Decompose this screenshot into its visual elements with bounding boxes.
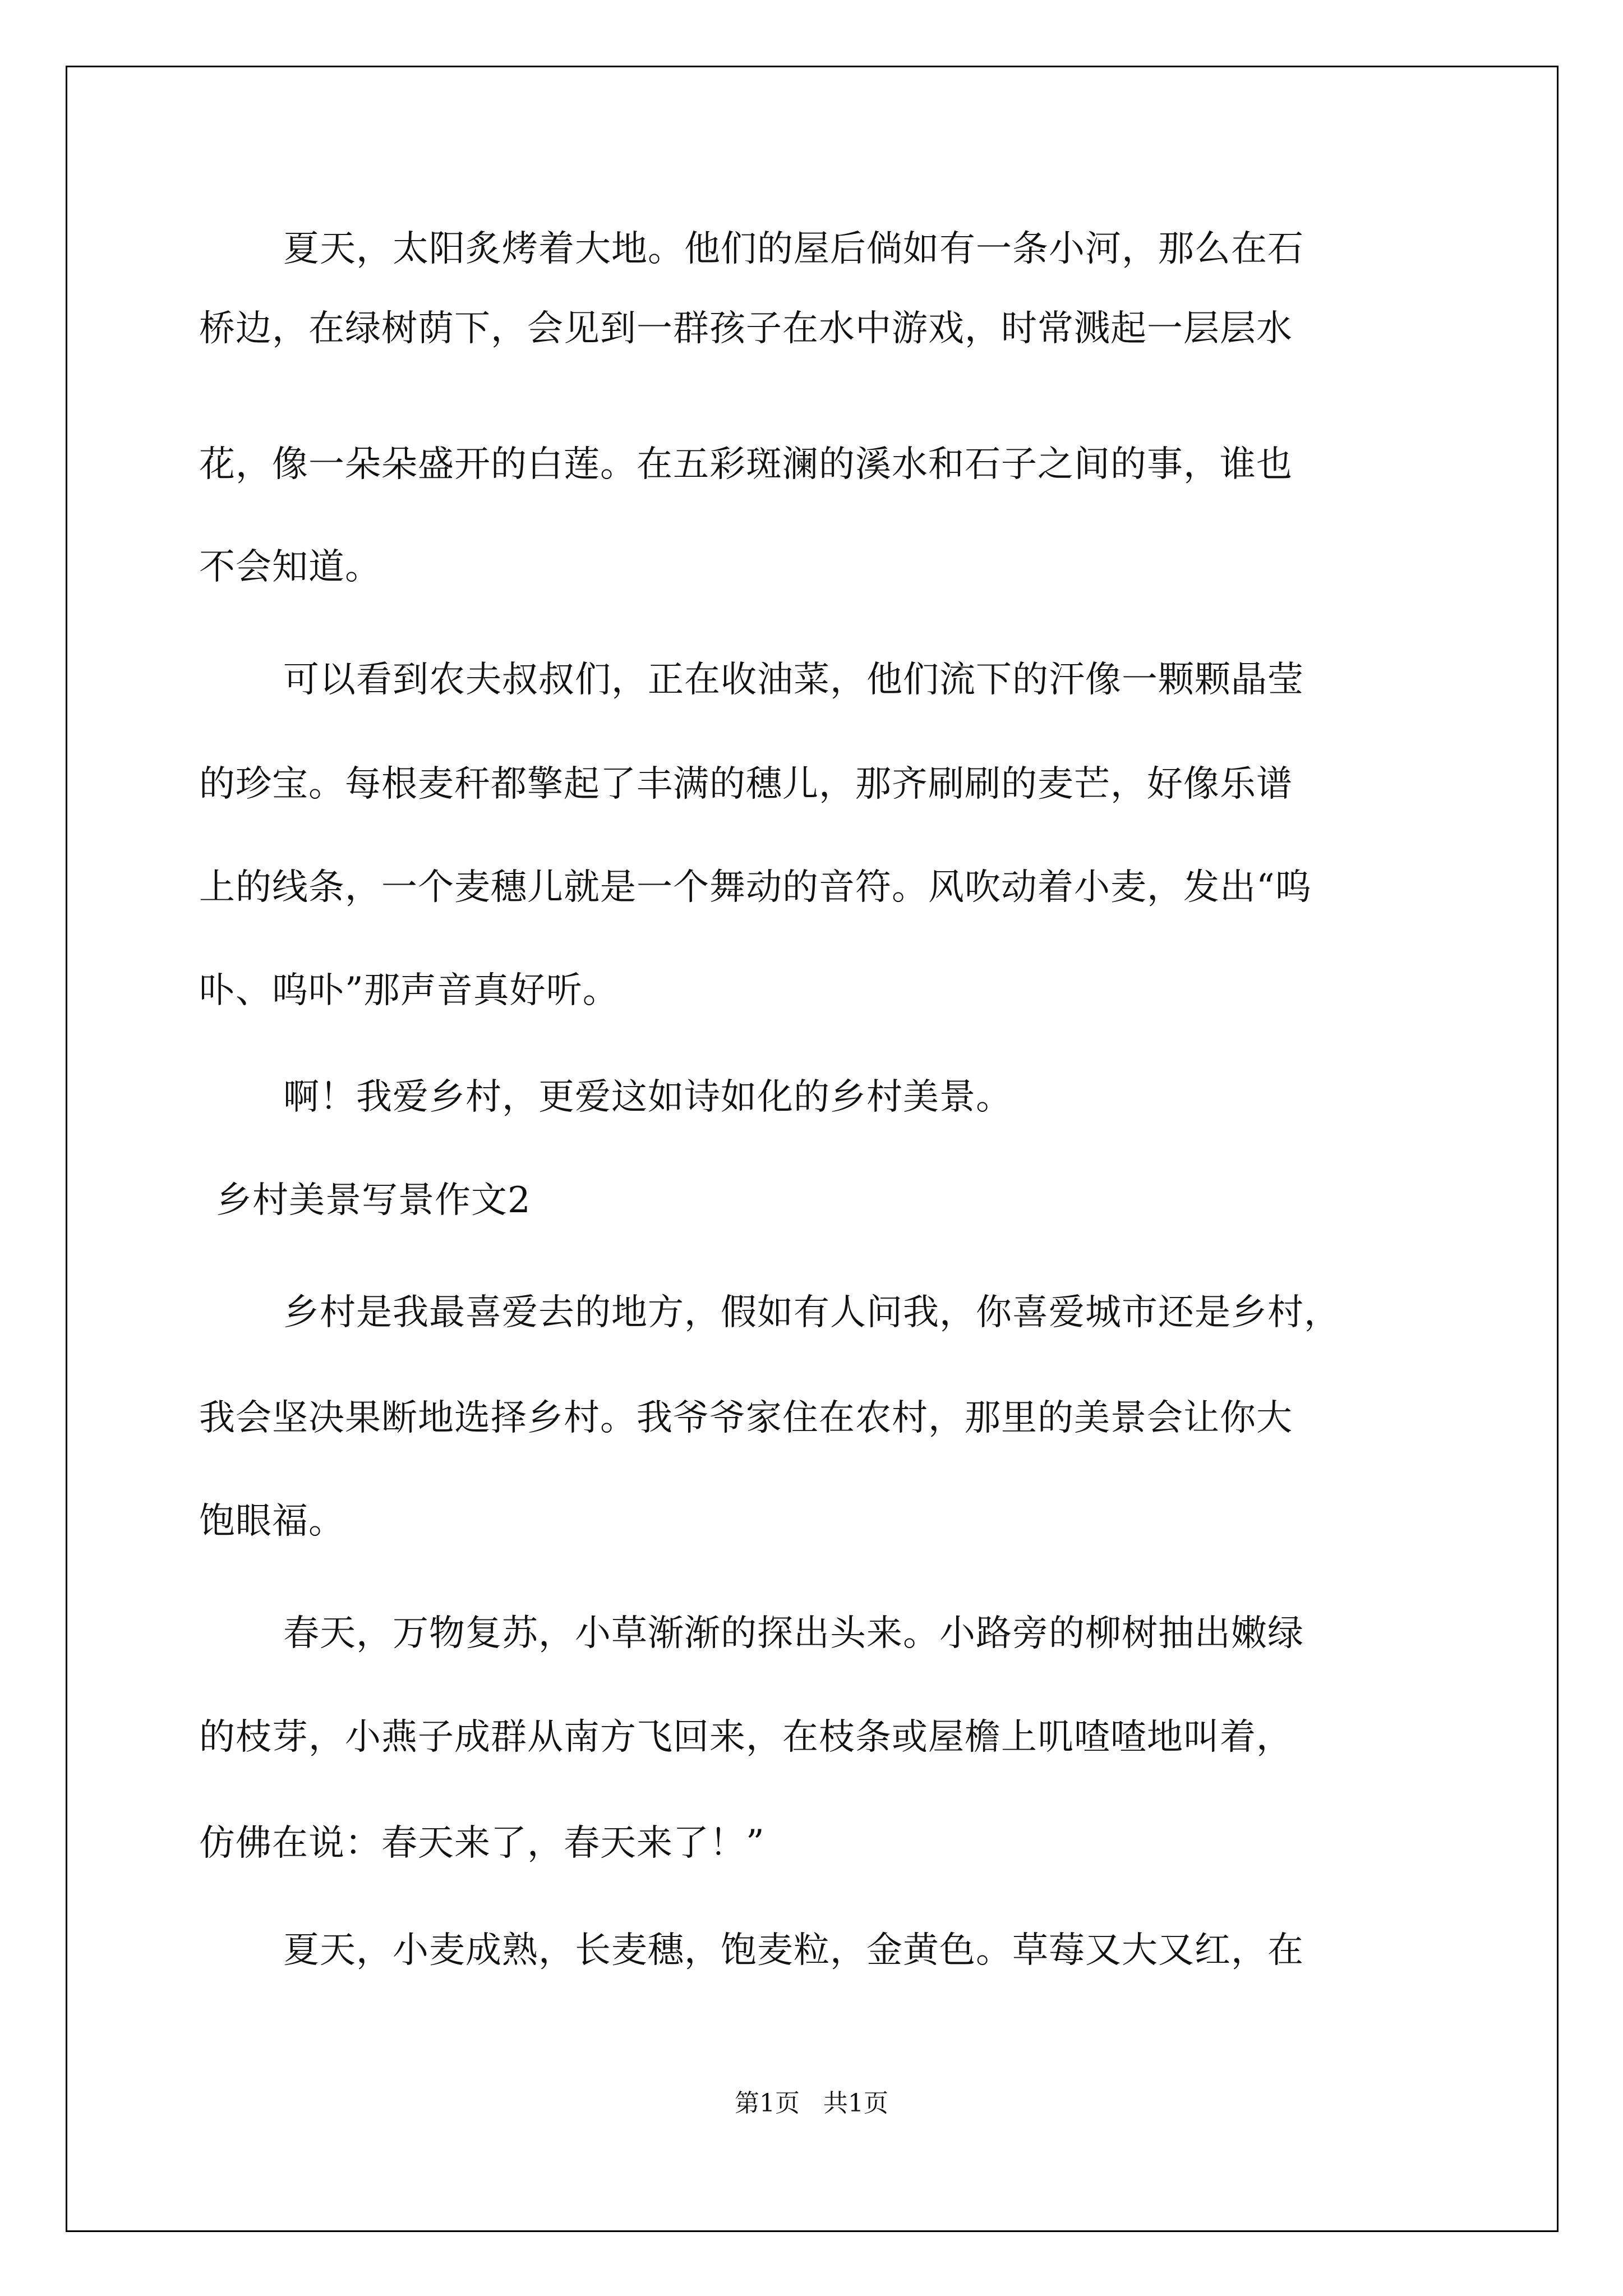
text-line: 的枝芽，小燕子成群从南方飞回来，在枝条或屋檐上叽喳喳地叫着，: [199, 1717, 1293, 1758]
page-footer: 第1页 共1页: [735, 2089, 888, 2118]
text-line: 不会知道。: [199, 546, 381, 588]
text-line: 我会坚决果断地选择乡村。我爷爷家住在农村，那里的美景会让你大: [199, 1397, 1293, 1439]
text-line: 桥边，在绿树荫下，会见到一群孩子在水中游戏，时常溅起一层层水: [199, 308, 1293, 349]
text-line: 夏天，太阳炙烤着大地。他们的屋后倘如有一条小河，那么在石: [283, 228, 1304, 270]
text-line: 花，像一朵朵盛开的白莲。在五彩斑澜的溪水和石子之间的事，谁也: [199, 444, 1293, 485]
section-heading: 乡村美景写景作文2: [216, 1180, 531, 1221]
text-line: 卟、呜卟”那声音真好听。: [199, 970, 619, 1011]
text-line: 上的线条，一个麦穗儿就是一个舞动的音符。风吹动着小麦，发出“呜: [199, 867, 1312, 908]
text-line: 仿佛在说：春天来了，春天来了！”: [199, 1823, 765, 1864]
text-line: 乡村是我最喜爱去的地方，假如有人问我，你喜爱城市还是乡村，: [283, 1292, 1340, 1333]
text-line: 的珍宝。每根麦秆都擎起了丰满的穗儿，那齐刷刷的麦芒，好像乐谱: [199, 763, 1293, 805]
text-line: 啊！我爱乡村，更爱这如诗如化的乡村美景。: [283, 1076, 1012, 1118]
text-line: 可以看到农夫叔叔们，正在收油菜，他们流下的汗像一颗颗晶莹: [283, 659, 1304, 701]
page-border: [66, 66, 1559, 2232]
text-line: 饱眼福。: [199, 1501, 345, 1542]
text-line: 夏天，小麦成熟，长麦穗，饱麦粒，金黄色。草莓又大又红，在: [283, 1930, 1304, 1971]
text-line: 春天，万物复苏，小草渐渐的探出头来。小路旁的柳树抽出嫩绿: [283, 1613, 1304, 1654]
